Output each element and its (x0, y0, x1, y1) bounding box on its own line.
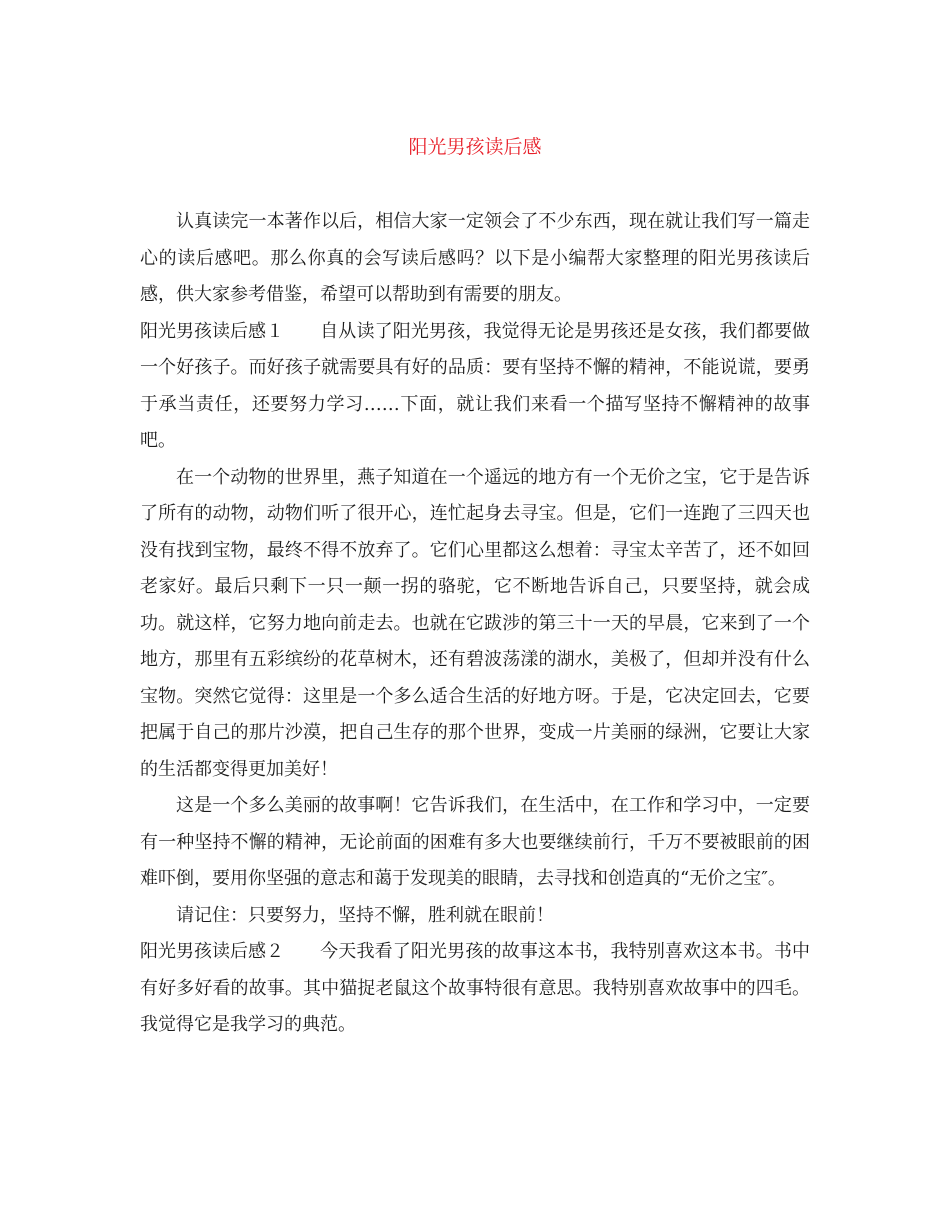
intro-paragraph: 认真读完一本著作以后，相信大家一定领会了不少东西，现在就让我们写一篇走心的读后感吧。那么你真的会写读后感吗？以下是小编帮大家整理的阳光男孩读后感，供大家参考借鉴，希望可以帮助到有需要的朋友。 (140, 211, 810, 305)
document-body (140, 204, 810, 1044)
section-1-heading: 阳光男孩读后感１ (140, 320, 284, 342)
section-1-lead-paragraph (140, 314, 810, 460)
document-title: 阳光男孩读后感 (408, 136, 542, 158)
section-1-lead: 自从读了阳光男孩，我觉得无论是男孩还是女孩，我们都要做一个好孩子。而好孩子就需要具有好的品质：要有坚持不懈的精神，不能说谎，要勇于承当责任，还要努力学习……下面，就让我们来看一个描写坚持不懈精神的故事吧。 (140, 320, 810, 451)
section-2-lead: 今天我看了阳光男孩的故事这本书，我特别喜欢这本书。书中有好多好看的故事。其中猫捉老鼠这个故事特很有意思。我特别喜欢故事中的四毛。我觉得它是我学习的典范。 (140, 941, 810, 1035)
section-2-heading: 阳光男孩读后感２ (140, 941, 284, 962)
section-1-paragraph-2: 这是一个多么美丽的故事啊！它告诉我们，在生活中，在工作和学习中，一定要有一种坚持不懈的精神，无论前面的困难有多大也要继续前行，千万不要被眼前的困难吓倒，要用你坚强的意志和蔼于发现美的眼睛，去寻找和创造真的“无价之宝″。 (140, 795, 810, 889)
section-1-paragraph-3: 请记住：只要努力，坚持不懈，胜利就在眼前！ (176, 904, 554, 926)
section-1-paragraph-1: 在一个动物的世界里，燕子知道在一个遥远的地方有一个无价之宝，它于是告诉了所有的动物，动物们听了很开心，连忙起身去寻宝。但是，它们一连跑了三四天也没有找到宝物，最终不得不放弃了。它们心里都这么想着：寻宝太辛苦了，还不如回老家好。最后只剩下一只一颠一拐的骆驼，它不断地告诉自己，只要坚持，就会成功。就这样，它努力地向前走去。也就在它跋涉的第三十一天的早晨，它来到了一个地方，那里有五彩缤纷的花草树木，还有碧波荡漾的湖水，美极了，但却并没有什么宝物。突然它觉得：这里是一个多么适合生活的好地方呀。于是，它决定回去，它要把属于自己的那片沙漠，把自己生存的那个世界，变成一片美丽的绿洲，它要让大家的生活都变得更加美好！ (140, 466, 810, 780)
section-2-lead-paragraph (140, 934, 810, 1044)
